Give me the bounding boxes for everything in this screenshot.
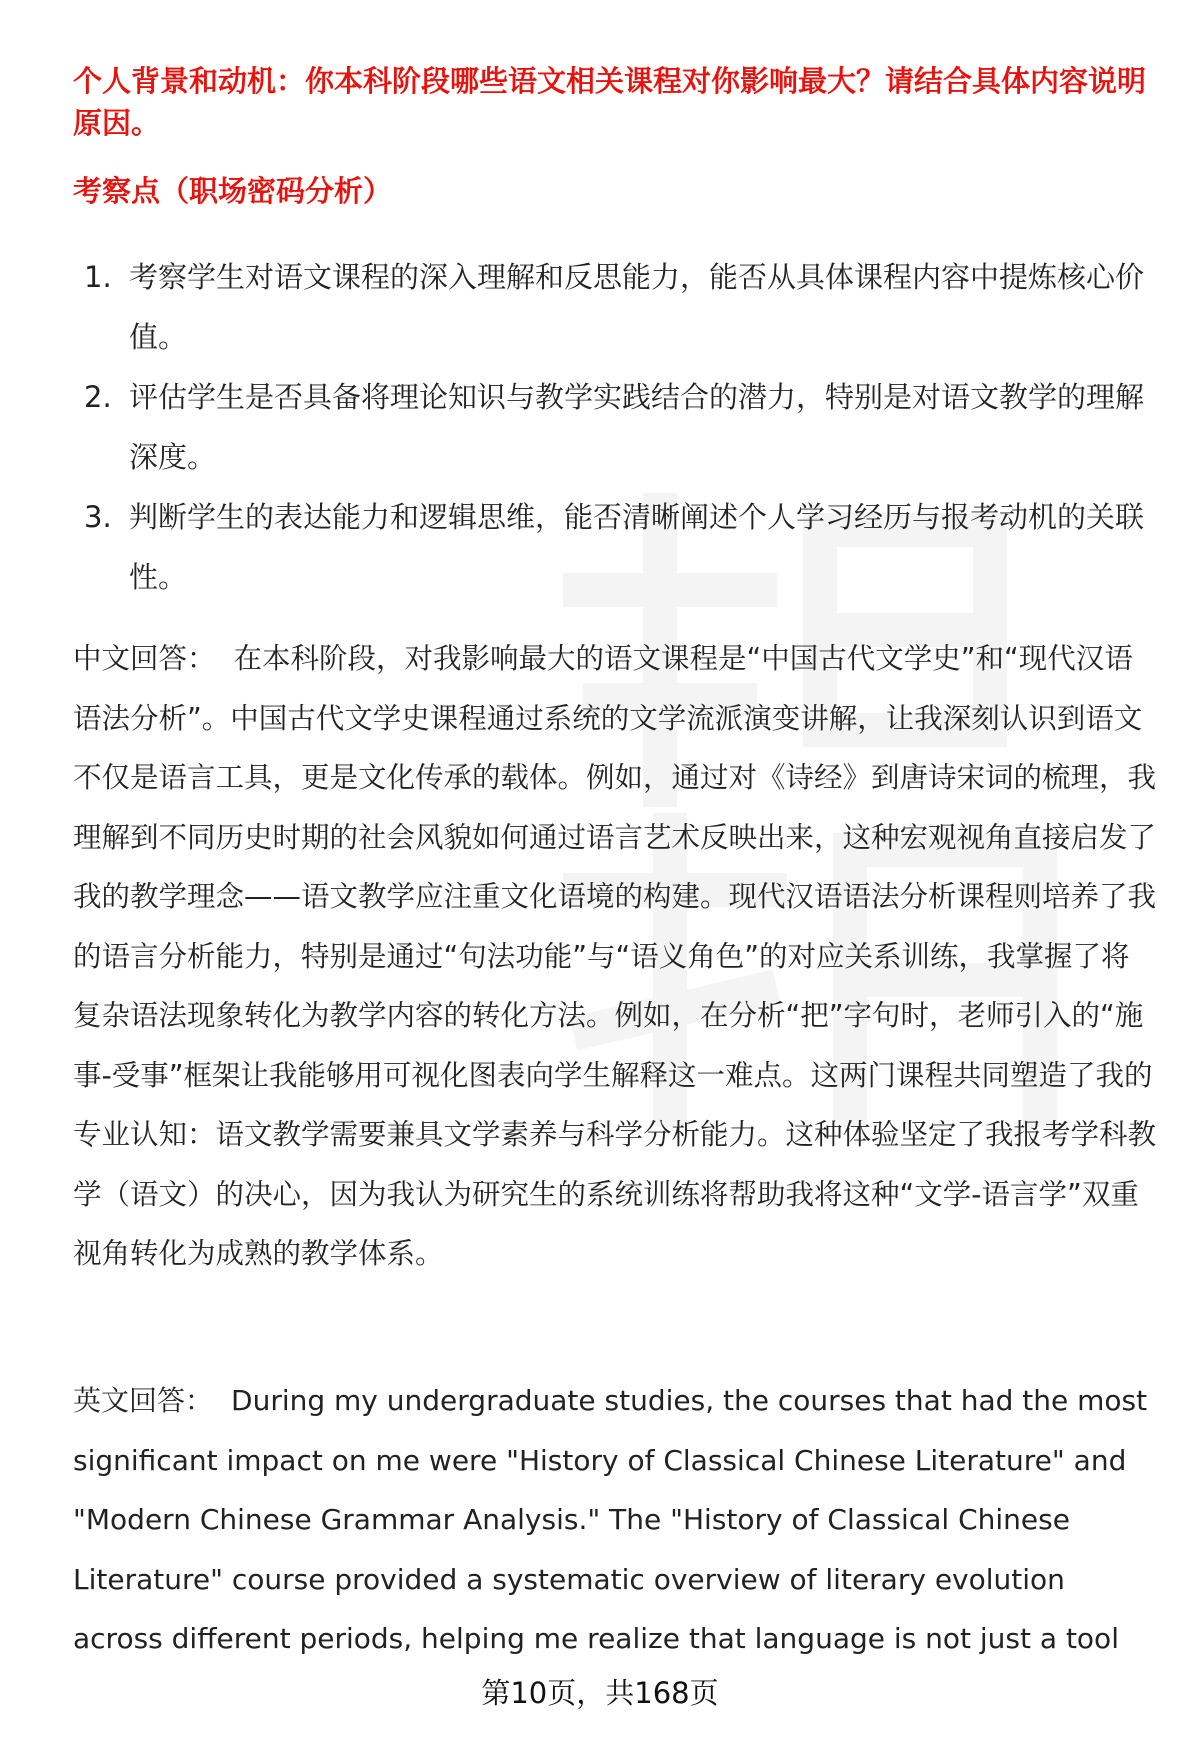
list-item	[84, 367, 1144, 487]
list-item-text: 判断学生的表达能力和逻辑思维，能否清晰阐述个人学习经历与报考动机的关联性。	[129, 500, 1145, 594]
list-number: 1.	[84, 260, 112, 294]
page-number-footer: 第10页，共168页	[481, 1676, 719, 1710]
english-answer-label: 英文回答：	[73, 1384, 214, 1417]
english-answer	[73, 1371, 1158, 1669]
question-heading: 个人背景和动机：你本科阶段哪些语文相关课程对你影响最大？请结合具体内容说明原因。	[73, 64, 1147, 140]
list-item	[84, 487, 1144, 607]
points-title: 考察点（职场密码分析）	[73, 174, 393, 208]
english-answer-text: During my undergraduate studies, the courses that had the most significant impact on me were "History of Classical Chinese Literature" and "Modern Chinese Grammar Analysis." The "History of Classical Chinese Literature" course provided a systematic overview of literary evolution across different periods, helping me realize that language is not just a tool	[73, 1384, 1148, 1655]
list-item-text: 评估学生是否具备将理论知识与教学实践结合的潜力，特别是对语文教学的理解深度。	[129, 380, 1145, 474]
assessment-points-list	[84, 247, 1144, 607]
chinese-answer-text: 在本科阶段，对我影响最大的语文课程是“中国古代文学史”和“现代汉语语法分析”。中国古代文学史课程通过系统的文学流派演变讲解，让我深刻认识到语文不仅是语言工具，更是文化传承的载体。例如，通过对《诗经》到唐诗宋词的梳理，我理解到不同历史时期的社会风貌如何通过语言艺术反映出来，这种宏观视角直接启发了我的教学理念——语文教学应注重文化语境的构建。现代汉语语法分析课程则培养了我的语言分析能力，特别是通过“句法功能”与“语义角色”的对应关系训练，我掌握了将复杂语法现象转化为教学内容的转化方法。例如，在分析“把”字句时，老师引入的“施事-受事”框架让我能够用可视化图表向学生解释这一难点。这两门课程共同塑造了我的专业认知：语文教学需要兼具文学素养与科学分析能力。这种体验坚定了我报考学科教学（语文）的决心，因为我认为研究生的系统训练将帮助我将这种“文学-语言学”双重视角转化为成熟的教学体系。	[73, 642, 1157, 1270]
list-number: 2.	[84, 380, 112, 414]
list-item	[84, 247, 1144, 367]
list-number: 3.	[84, 500, 112, 534]
chinese-answer-label: 中文回答：	[73, 642, 216, 675]
list-item-text: 考察学生对语文课程的深入理解和反思能力，能否从具体课程内容中提炼核心价值。	[129, 260, 1145, 354]
chinese-answer	[73, 629, 1158, 1284]
